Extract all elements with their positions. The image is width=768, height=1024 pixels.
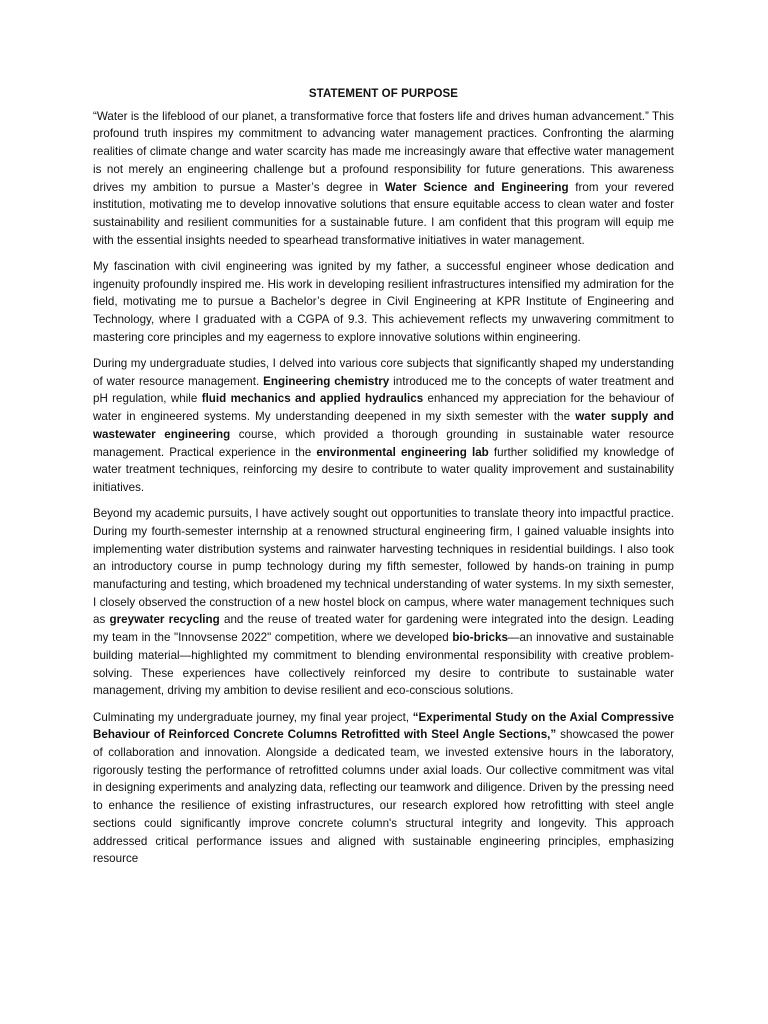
- bold-text: environmental engineering lab: [316, 445, 489, 459]
- bold-text: fluid mechanics and applied hydraulics: [201, 392, 424, 406]
- bold-text: water supply and wastewater engineering: [93, 410, 674, 441]
- text-segment: Culminating my undergraduate journey, my final year project,: [93, 710, 413, 724]
- bold-text: Water Science and Engineering: [384, 180, 569, 194]
- text-segment: Beyond my academic pursuits, I have actively sought out opportunities to translate theory into impactful practice. During my fourth-semester internship at a renowned structural engineering firm, I gained valuable insights into implementing water distribution systems and rainwater harvesting techniques in residential buildings. I also took an introductory course in pump technology during my fifth semester, followed by hands-on training in pump manufacturing and testing, which broadened my technical understanding of water systems. In my sixth semester, I closely observed the construction of a new hostel block on campus, where water management techniques such as: [93, 507, 674, 627]
- text-segment: My fascination with civil engineering was ignited by my father, a successful engineer whose dedication and ingenuity profoundly inspired me. His work in developing resilient infrastructures intensified my admiration for the field, motivating me to pursue a Bachelor’s degree in Civil Engineering at KPR Institute of Engineering and Technology, where I graduated with a CGPA of 9.3. This achievement reflects my unwavering commitment to mastering core principles and my eagerness to explore innovative solutions within engineering.: [93, 259, 674, 344]
- document-title: STATEMENT OF PURPOSE: [308, 88, 459, 100]
- text-segment: During my undergraduate studies, I delved into various core subjects that significantly shaped my understanding of water resource management.: [93, 357, 674, 388]
- bold-text: greywater recycling: [109, 613, 220, 627]
- document-body: [93, 108, 674, 868]
- text-segment: introduced me to the concepts of water treatment and pH regulation, while: [93, 374, 674, 406]
- text-segment: from your revered institution, motivating me to develop innovative solutions that ensure equitable access to clean water and foster sustainability and resilient communities for a sustainable future. I am confident that this program will equip me with the essential insights needed to spearhead transformative initiatives in water management.: [93, 180, 674, 247]
- paragraph: [93, 709, 674, 868]
- text-segment: —an innovative and sustainable building material—highlighted my commitment to blending environmental responsibility with creative problem-solving. These experiences have collectively reinforced my desire to contribute to sustainable water management, driving my ambition to devise resilient and eco-conscious solutions.: [93, 631, 674, 698]
- text-segment: further solidified my knowledge of water treatment techniques, reinforcing my desire to contribute to water quality improvement and sustainability initiatives.: [93, 445, 674, 494]
- paragraph: [93, 258, 674, 347]
- document-page: [93, 86, 674, 877]
- bold-text: “Experimental Study on the Axial Compressive Behaviour of Reinforced Concrete Columns Retrofitted with Steel Angle Sections,”: [93, 710, 675, 742]
- bold-text: Engineering chemistry: [263, 374, 390, 388]
- paragraph: [93, 108, 674, 250]
- text-segment: “Water is the lifeblood of our planet, a transformative force that fosters life and drives human advancement.” This profound truth inspires my commitment to advancing water management practices. Confronting the alarming realities of climate change and water scarcity has made me increasingly aware that effective water management is not merely an engineering challenge but a profound responsibility for future generations. This awareness drives my ambition to pursue a Master’s degree in: [93, 109, 674, 194]
- paragraph: [93, 355, 674, 497]
- text-segment: enhanced my appreciation for the behaviour of water in engineered systems. My understanding deepened in my sixth semester with the: [93, 392, 674, 424]
- bold-text: bio-bricks: [452, 631, 508, 645]
- text-segment: and the reuse of treated water for gardening were integrated into the design. Leading my team in the "Innovsense 2022" competition, where we developed: [93, 613, 674, 645]
- text-segment: showcased the power of collaboration and innovation. Alongside a dedicated team, we invested extensive hours in the laboratory, rigorously testing the performance of retrofitted columns under axial loads. Our collective commitment was vital in designing experiments and analyzing data, reflecting our teamwork and diligence. Driven by the pressing need to enhance the resilience of existing infrastructures, our research explored how retrofitting with steel angle sections could significantly improve concrete column's structural integrity and longevity. This approach addressed critical performance issues and aligned with sustainable engineering principles, emphasizing resource: [93, 728, 675, 866]
- paragraph: [93, 505, 674, 700]
- text-segment: course, which provided a thorough grounding in sustainable water resource management. Practical experience in the: [93, 427, 674, 459]
